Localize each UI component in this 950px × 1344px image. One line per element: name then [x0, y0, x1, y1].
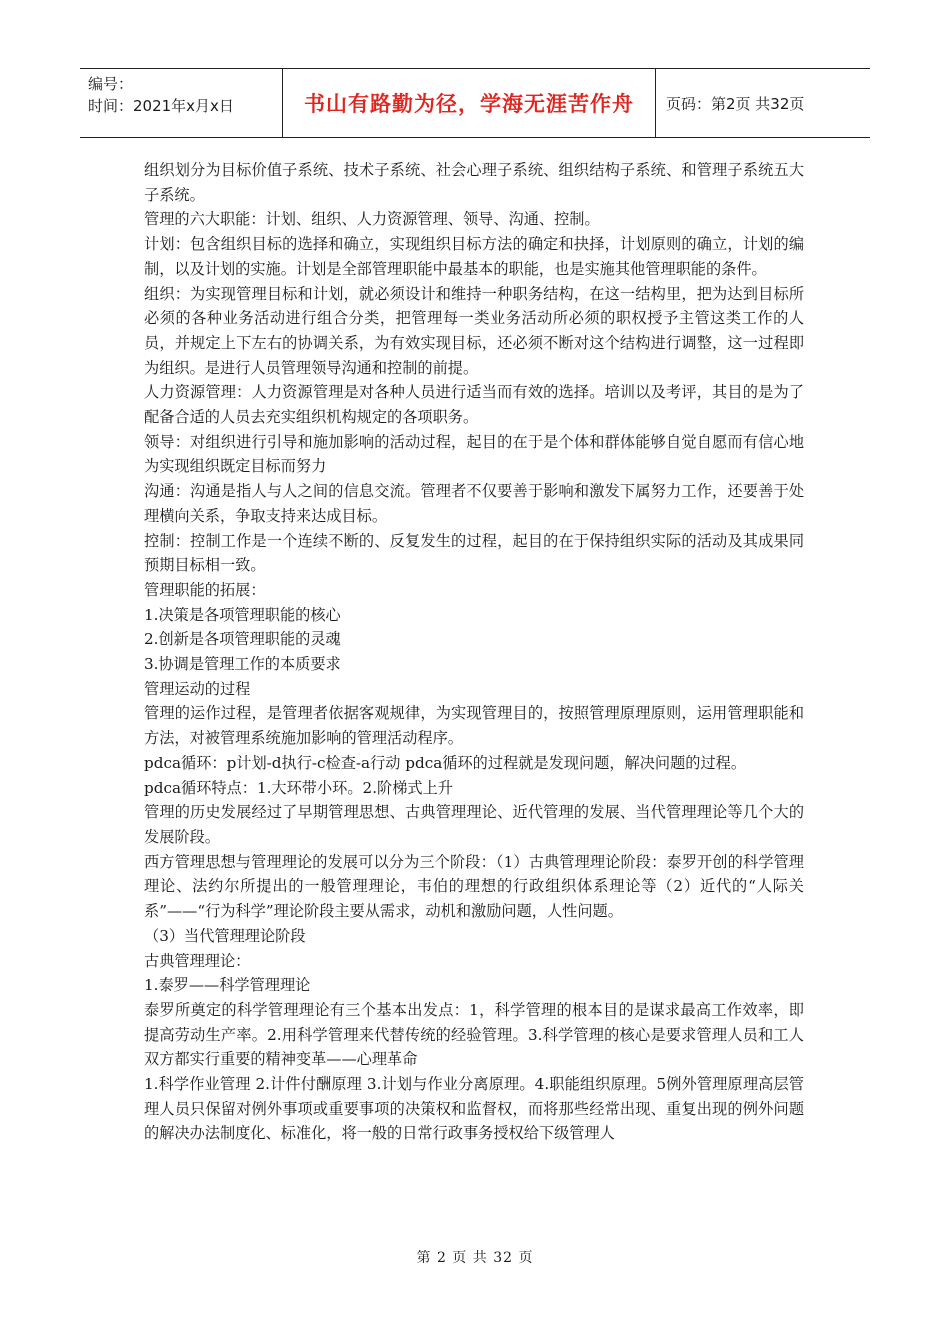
- paragraph: 管理的运作过程，是管理者依据客观规律，为实现管理目的，按照管理原理原则，运用管理职能和方法，对被管理系统施加影响的管理活动程序。: [144, 704, 804, 748]
- document-number-label: 编号：: [88, 75, 134, 93]
- paragraph: 管理的历史发展经过了早期管理思想、古典管理理论、近代管理的发展、当代管理理论等几个大的发展阶段。: [144, 803, 804, 846]
- paragraph: 1.科学作业管理 2.计件付酬原理 3.计划与作业分离原理。4.职能组织原理。5例外管理原理高层管理人员只保留对例外事项或重要事项的决策权和监督权，而将那些经常出现、重复出现的例外问题的解决办法制度化、标准化，将一般的日常行政事务授权给下级管理人: [144, 1075, 804, 1143]
- paragraph: 领导：对组织进行引导和施加影响的活动过程，起目的在于是个体和群体能够自觉自愿而有信心地为实现组织既定目标而努力: [144, 432, 804, 476]
- paragraph: 组织划分为目标价值子系统、技术子系统、社会心理子系统、组织结构子系统、和管理子系统五大子系统。: [144, 161, 804, 204]
- paragraph: 沟通：沟通是指人与人之间的信息交流。管理者不仅要善于影响和激发下属努力工作，还要善于处理横向关系，争取支持来达成目标。: [144, 482, 804, 525]
- paragraph: 泰罗所奠定的科学管理理论有三个基本出发点：1，科学管理的根本目的是谋求最高工作效率，即提高劳动生产率。2.用科学管理来代替传统的经验管理。3.科学管理的核心是要求管理人员和工人双方都实行重要的精神变革——心理革命: [144, 1000, 804, 1069]
- document-body: [144, 158, 804, 1146]
- paragraph: pdca循环：p计划-d执行-c检查-a行动 pdca循环的过程就是发现问题，解决问题的过程。: [144, 753, 747, 772]
- paragraph: 控制：控制工作是一个连续不断的、反复发生的过程，起目的在于保持组织实际的活动及其成果同预期目标相一致。: [144, 531, 804, 575]
- header-meta: [80, 69, 283, 137]
- paragraph: 西方管理思想与管理理论的发展可以分为三个阶段：（1）古典管理理论阶段：泰罗开创的科学管理理论、法约尔所提出的一般管理理论，韦伯的理想的行政组织体系理论等（2）近代的“人际关系”——“行为科学”理论阶段主要从需求，动机和激励问题，人性问题。: [144, 852, 804, 921]
- paragraph: pdca循环特点：1.大环带小环。2.阶梯式上升: [144, 778, 453, 797]
- paragraph: （3）当代管理理论阶段: [144, 926, 306, 945]
- paragraph: 组织：为实现管理目标和计划，就必须设计和维持一种职务结构，在这一结构里，把为达到目标所必须的各种业务活动进行组合分类，把管理每一类业务活动所必须的职权授予主管这类工作的人员，并规定上下左右的协调关系，为有效实现目标，还必须不断对这个结构进行调整，这一过程即为组织。是进行人员管理领导沟通和控制的前提。: [144, 284, 804, 377]
- document-date: 时间：2021年x月x日: [88, 97, 234, 115]
- paragraph: 古典管理理论：: [144, 951, 251, 970]
- paragraph: 计划：包含组织目标的选择和确立，实现组织目标方法的确定和抉择，计划原则的确立，计划的编制，以及计划的实施。计划是全部管理职能中最基本的职能，也是实施其他管理职能的条件。: [144, 235, 804, 278]
- paragraph: 管理的六大职能：计划、组织、人力资源管理、领导、沟通、控制。: [144, 210, 600, 229]
- paragraph: 管理职能的拓展：: [144, 580, 266, 599]
- list-item: 1.决策是各项管理职能的核心: [144, 605, 341, 624]
- paragraph: 管理运动的过程: [144, 679, 251, 698]
- list-item: 2.创新是各项管理职能的灵魂: [144, 630, 341, 649]
- list-item: 1.泰罗——科学管理理论: [144, 976, 311, 995]
- header-motto: 书山有路勤为径，学海无涯苦作舟: [283, 69, 656, 137]
- paragraph: 人力资源管理：人力资源管理是对各种人员进行适当而有效的选择。培训以及考评，其目的是为了配备合适的人员去充实组织机构规定的各项职务。: [144, 383, 804, 427]
- header-page-info: 页码：第2页 共32页: [666, 94, 805, 113]
- page-footer: 第 2 页 共 32 页: [416, 1250, 534, 1266]
- page-header: [80, 68, 870, 138]
- list-item: 3.协调是管理工作的本质要求: [144, 655, 341, 674]
